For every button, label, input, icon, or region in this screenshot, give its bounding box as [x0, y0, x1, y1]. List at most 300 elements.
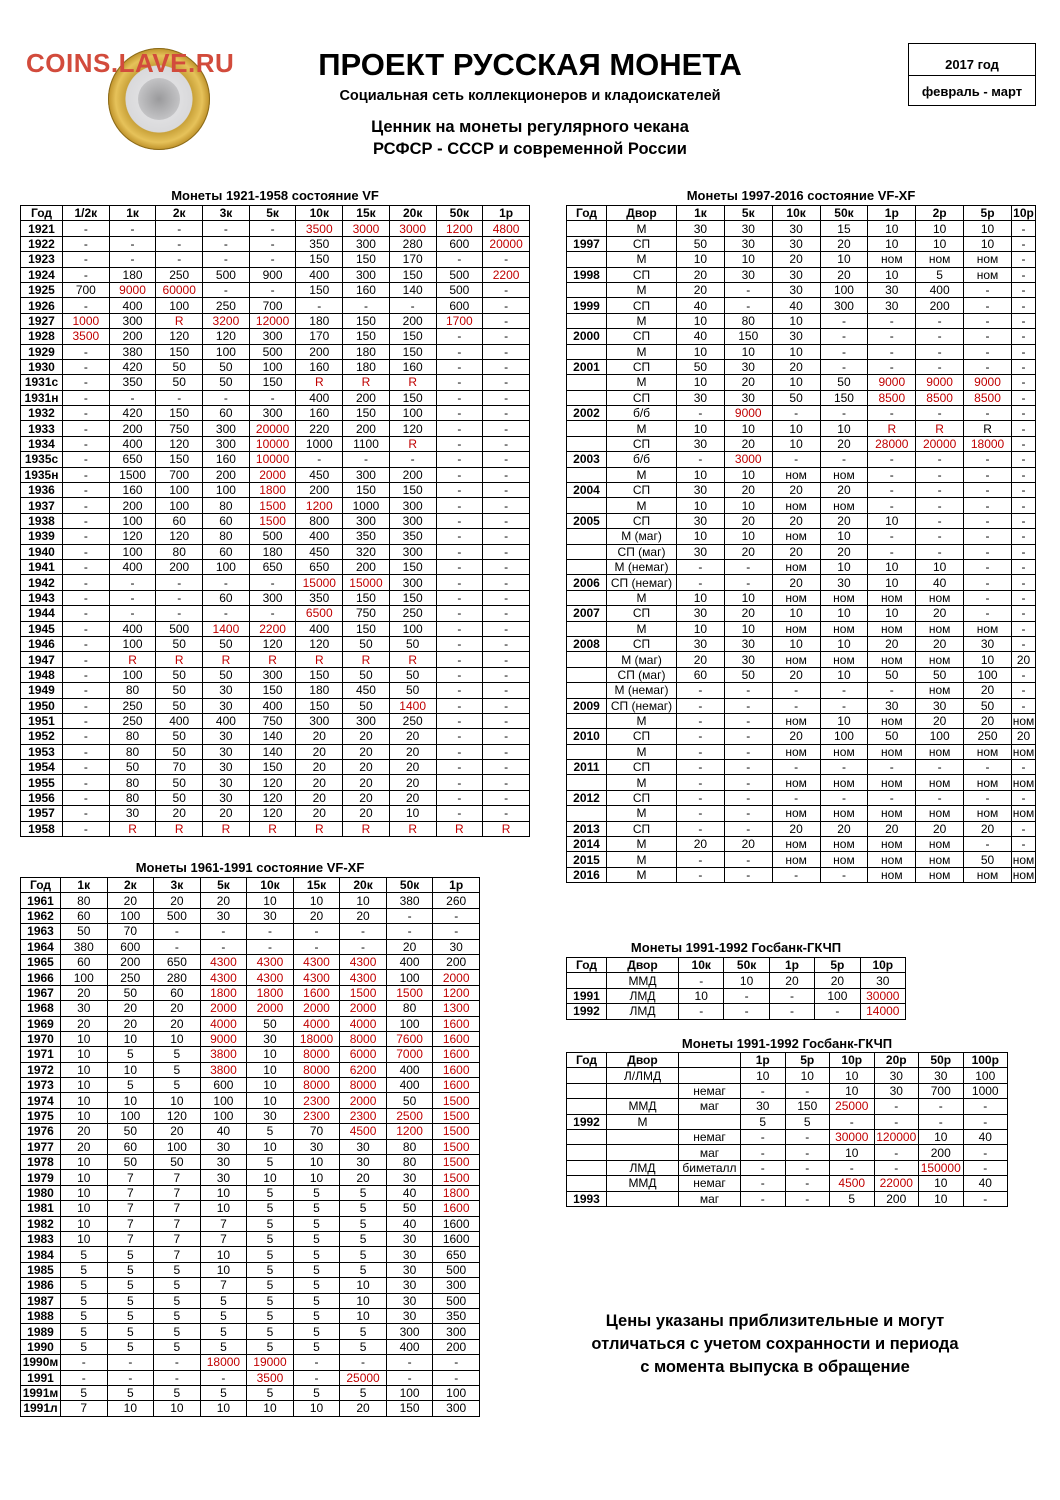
price-cell: - [433, 1370, 480, 1385]
table-row [21, 452, 530, 467]
year-cell: 2013 [567, 821, 607, 836]
year-cell: 1961 [21, 893, 61, 908]
price-cell: 10 [820, 667, 868, 682]
price-cell: 20 [772, 252, 820, 267]
price-cell: 8500 [916, 390, 964, 405]
price-cell: 160 [296, 406, 343, 421]
price-cell: R [109, 652, 156, 667]
price-cell: 10 [820, 606, 868, 621]
price-cell: R [916, 421, 964, 436]
price-cell: 200 [109, 498, 156, 513]
price-cell: М (немаг) [607, 559, 677, 574]
date-period: февраль - март [921, 84, 1023, 99]
price-cell: - [63, 559, 110, 574]
price-cell: 200 [433, 954, 480, 969]
price-cell: R [343, 821, 390, 836]
price-cell: 10 [868, 236, 916, 251]
table-row [567, 636, 1036, 651]
price-cell: 30 [724, 652, 772, 667]
table-row [567, 483, 1036, 498]
year-cell: 2000 [567, 329, 607, 344]
price-cell: 15000 [296, 575, 343, 590]
column-header: 5р [964, 206, 1012, 221]
year-cell: 2016 [567, 867, 607, 882]
year-cell: 1972 [21, 1062, 61, 1077]
price-cell: 20 [200, 893, 247, 908]
price-cell: 220 [296, 421, 343, 436]
price-cell: 400 [249, 698, 296, 713]
price-cell: 80 [156, 544, 203, 559]
price-cell: - [63, 713, 110, 728]
price-cell: 120 [156, 436, 203, 451]
year-cell [567, 252, 607, 267]
price-cell: ном [772, 559, 820, 574]
price-cell: СП [607, 267, 677, 282]
price-cell: - [61, 1355, 108, 1370]
table-row [21, 436, 530, 451]
price-cell: - [820, 790, 868, 805]
price-cell: 10 [677, 590, 725, 605]
year-cell: 1948 [21, 667, 63, 682]
price-cell: 200 [109, 329, 156, 344]
price-cell: - [1012, 298, 1036, 313]
price-cell: 180 [109, 267, 156, 282]
price-cell: М (маг) [607, 652, 677, 667]
price-cell: 20 [724, 483, 772, 498]
price-cell: 700 [63, 282, 110, 297]
price-cell: 5 [154, 1047, 201, 1062]
price-cell: - [916, 467, 964, 482]
price-cell: - [203, 252, 250, 267]
price-cell: 300 [343, 267, 390, 282]
price-cell: - [63, 621, 110, 636]
price-cell: ММД [607, 1176, 679, 1191]
table-row [567, 575, 1036, 590]
price-cell: - [436, 467, 483, 482]
price-cell: 20 [868, 636, 916, 651]
price-cell: - [63, 513, 110, 528]
price-cell: 1500 [249, 513, 296, 528]
price-cell: 650 [109, 452, 156, 467]
price-cell: 1600 [433, 1231, 480, 1246]
price-cell: 7600 [386, 1031, 433, 1046]
price-cell: ном [1012, 806, 1035, 821]
price-cell: 5 [107, 1247, 154, 1262]
price-cell [607, 1145, 679, 1160]
column-header: 1к [109, 206, 156, 221]
price-cell: - [919, 1099, 964, 1114]
price-cell: - [63, 683, 110, 698]
price-cell: 40 [963, 1129, 1008, 1144]
price-cell: 20 [340, 1401, 387, 1416]
price-cell: 5 [293, 1278, 340, 1293]
price-cell: 30 [340, 1155, 387, 1170]
price-cell: - [63, 744, 110, 759]
price-cell: 40 [386, 1185, 433, 1200]
price-cell: 20 [820, 483, 868, 498]
price-cell: 8000 [293, 1047, 340, 1062]
price-cell: 1000 [63, 313, 110, 328]
price-cell: 300 [389, 513, 436, 528]
table-row [21, 636, 530, 651]
price-cell: 10 [107, 1401, 154, 1416]
price-cell: - [436, 775, 483, 790]
price-cell: 3800 [200, 1047, 247, 1062]
price-cell: 20000 [249, 421, 296, 436]
price-cell: 10 [830, 1145, 875, 1160]
price-cell: 320 [343, 544, 390, 559]
price-cell: 20 [343, 790, 390, 805]
price-cell: R [343, 652, 390, 667]
price-cell: - [916, 452, 964, 467]
price-cell: 2500 [386, 1108, 433, 1123]
price-cell: 50 [109, 760, 156, 775]
price-cell: 5 [340, 1231, 387, 1246]
price-cell: 20 [820, 267, 868, 282]
price-cell: 30 [386, 1231, 433, 1246]
price-cell: - [741, 1160, 786, 1175]
price-cell: 3500 [63, 329, 110, 344]
caption-1991-1992-a: Монеты 1991-1992 Госбанк-ГКЧП [630, 940, 842, 955]
price-cell: М [607, 282, 677, 297]
table-row [567, 559, 1036, 574]
price-cell: - [785, 1160, 830, 1175]
column-header: 10к [679, 958, 724, 973]
year-cell: 1988 [21, 1308, 61, 1323]
price-cell: 30 [964, 636, 1012, 651]
price-cell: - [436, 744, 483, 759]
price-cell: 400 [296, 621, 343, 636]
price-cell: 700 [249, 298, 296, 313]
year-cell: 2009 [567, 698, 607, 713]
price-cell: - [63, 590, 110, 605]
table-row [21, 806, 530, 821]
table-row [567, 713, 1036, 728]
price-cell: 30 [61, 1001, 108, 1016]
price-cell: 400 [296, 390, 343, 405]
table-row [21, 467, 530, 482]
price-cell: - [200, 924, 247, 939]
year-cell: 1929 [21, 344, 63, 359]
table-row [21, 575, 530, 590]
price-cell: 10 [964, 221, 1012, 236]
price-cell: 60 [107, 1139, 154, 1154]
price-cell: 50 [203, 636, 250, 651]
price-cell: 2000 [200, 1001, 247, 1016]
price-cell: - [483, 252, 530, 267]
price-cell: М [607, 498, 677, 513]
price-cell: 420 [109, 359, 156, 374]
price-cell: 7 [107, 1201, 154, 1216]
table-row [567, 621, 1036, 636]
disclaimer-line-2: отличаться с учетом сохранности и периода [591, 1335, 959, 1353]
price-cell: СП [607, 483, 677, 498]
column-header: 1к [61, 878, 108, 893]
price-cell: - [1012, 667, 1036, 682]
year-cell: 1956 [21, 790, 63, 805]
table-header-row [567, 958, 906, 973]
price-cell: 4300 [293, 970, 340, 985]
price-cell: 5 [340, 1385, 387, 1400]
price-cell: 20 [724, 375, 772, 390]
price-cell: - [1012, 282, 1036, 297]
price-cell: - [964, 790, 1012, 805]
price-cell: - [386, 924, 433, 939]
price-cell: - [785, 1145, 830, 1160]
table-row [567, 1176, 1008, 1191]
table-row [21, 529, 530, 544]
price-cell: - [436, 452, 483, 467]
price-cell: 10 [830, 1083, 875, 1098]
price-cell: 80 [386, 1001, 433, 1016]
price-cell: 100 [200, 1108, 247, 1123]
caption-1991-1992-b: Монеты 1991-1992 Госбанк-ГКЧП [681, 1036, 893, 1051]
price-cell: 300 [389, 544, 436, 559]
date-year: 2017 год [909, 44, 1035, 76]
price-cell: 150 [724, 329, 772, 344]
year-cell: 1989 [21, 1324, 61, 1339]
price-cell: 5 [107, 1078, 154, 1093]
price-cell: 30 [386, 1170, 433, 1185]
price-cell: - [63, 375, 110, 390]
price-cell: - [61, 1370, 108, 1385]
year-cell [567, 375, 607, 390]
price-cell: - [436, 575, 483, 590]
year-cell: 1927 [21, 313, 63, 328]
price-cell: - [296, 298, 343, 313]
price-cell: - [1012, 590, 1036, 605]
year-cell: 1933 [21, 421, 63, 436]
price-cell: 5 [61, 1247, 108, 1262]
column-header: 10к [772, 206, 820, 221]
table-row [21, 498, 530, 513]
table-row [567, 1114, 1008, 1129]
price-cell: - [1012, 375, 1036, 390]
price-cell: - [820, 683, 868, 698]
price-cell: - [483, 406, 530, 421]
price-cell: 50 [156, 775, 203, 790]
table-row [21, 908, 480, 923]
price-cell: 5 [340, 1185, 387, 1200]
price-cell: 10 [724, 421, 772, 436]
price-cell: М [607, 313, 677, 328]
year-cell: 1974 [21, 1093, 61, 1108]
date-box [908, 43, 1036, 106]
price-cell: 30 [919, 1068, 964, 1083]
price-cell: 150 [343, 329, 390, 344]
price-cell: ном [1012, 714, 1035, 729]
price-cell: 10 [724, 467, 772, 482]
year-cell: 1943 [21, 590, 63, 605]
price-cell: 10 [741, 1068, 786, 1083]
table-row [21, 1031, 480, 1046]
price-cell: - [916, 790, 964, 805]
price-cell: ном [868, 867, 916, 882]
table-row [21, 236, 530, 251]
price-cell: 10 [724, 252, 772, 267]
price-cell: ном [772, 775, 820, 790]
table-row [21, 559, 530, 574]
price-cell: - [772, 698, 820, 713]
price-cell: 10 [772, 436, 820, 451]
price-cell: - [63, 406, 110, 421]
price-cell: 20 [340, 908, 387, 923]
price-cell: 1800 [433, 1185, 480, 1200]
price-cell: - [785, 1129, 830, 1144]
price-cell: 20 [61, 1016, 108, 1031]
price-cell: 10 [679, 988, 724, 1003]
price-cell: 500 [433, 1262, 480, 1277]
price-cell: - [820, 698, 868, 713]
price-cell: - [156, 390, 203, 405]
price-cell: ном [820, 744, 868, 759]
price-cell [607, 1191, 679, 1206]
column-header: 10р [830, 1053, 875, 1068]
site-watermark[interactable]: COINS.LAVE.RU [26, 48, 235, 78]
price-cell: 150 [296, 698, 343, 713]
table-row [567, 375, 1036, 390]
price-cell: 120 [249, 775, 296, 790]
price-cell: 100 [433, 1385, 480, 1400]
price-cell: - [677, 683, 725, 698]
price-cell: - [340, 1355, 387, 1370]
price-cell: 4500 [340, 1124, 387, 1139]
price-cell: биметалл [679, 1160, 741, 1175]
year-cell [567, 390, 607, 405]
price-cell: - [964, 529, 1012, 544]
price-cell: - [677, 452, 725, 467]
price-cell: 50 [156, 790, 203, 805]
price-cell: 50 [203, 359, 250, 374]
price-cell: М [607, 621, 677, 636]
price-cell: 7 [154, 1216, 201, 1231]
table-row [21, 1339, 480, 1354]
year-cell [567, 498, 607, 513]
price-cell: 50 [203, 375, 250, 390]
table-row [21, 1078, 480, 1093]
year-cell: 2003 [567, 452, 607, 467]
column-header [679, 1053, 741, 1068]
price-cell: СП [607, 236, 677, 251]
price-cell: - [156, 236, 203, 251]
price-cell: R [389, 652, 436, 667]
price-cell: 5 [247, 1201, 294, 1216]
price-cell: - [249, 236, 296, 251]
table-row [21, 713, 530, 728]
year-cell [567, 1083, 607, 1098]
year-cell: 1964 [21, 939, 61, 954]
price-cell: - [483, 760, 530, 775]
price-cell: 1100 [343, 436, 390, 451]
price-cell: 300 [433, 1324, 480, 1339]
price-cell: 100 [203, 559, 250, 574]
price-cell: R [296, 821, 343, 836]
price-cell: 10 [107, 1031, 154, 1046]
price-cell: 1500 [433, 1155, 480, 1170]
price-cell: - [156, 575, 203, 590]
price-table-1961-1991 [20, 877, 480, 1417]
price-cell: - [724, 790, 772, 805]
price-cell: 5 [293, 1308, 340, 1323]
price-cell: 1600 [433, 1216, 480, 1231]
price-cell: - [63, 436, 110, 451]
price-cell: М [607, 252, 677, 267]
price-cell: - [868, 344, 916, 359]
price-cell: - [63, 498, 110, 513]
price-cell: 3200 [203, 313, 250, 328]
price-cell: 150 [343, 406, 390, 421]
column-header: Двор [607, 206, 677, 221]
price-cell: - [724, 698, 772, 713]
price-cell: 8000 [340, 1078, 387, 1093]
column-header: 5р [815, 958, 860, 973]
price-cell: 380 [109, 344, 156, 359]
price-cell: 50 [156, 359, 203, 374]
year-cell [567, 467, 607, 482]
price-cell: 30 [677, 221, 725, 236]
price-cell: - [63, 529, 110, 544]
column-header: 100р [963, 1053, 1008, 1068]
price-cell: СП [607, 729, 677, 744]
price-cell: 80 [109, 790, 156, 805]
price-cell: - [785, 1191, 830, 1206]
price-cell: 20 [296, 790, 343, 805]
price-cell: 140 [249, 729, 296, 744]
year-cell: 1924 [21, 267, 63, 282]
price-cell: 120 [249, 806, 296, 821]
price-cell: 10 [772, 421, 820, 436]
column-header: Двор [607, 1053, 679, 1068]
price-cell: ном [916, 744, 964, 759]
price-cell: 650 [433, 1247, 480, 1262]
price-cell: - [436, 652, 483, 667]
price-cell: 80 [61, 893, 108, 908]
price-cell: - [677, 852, 725, 867]
price-cell: 400 [916, 282, 964, 297]
price-cell: 400 [156, 713, 203, 728]
price-cell: 5 [154, 1339, 201, 1354]
price-cell: 50 [156, 729, 203, 744]
price-cell: 30 [203, 683, 250, 698]
price-cell: 5 [107, 1278, 154, 1293]
price-cell: 300 [343, 513, 390, 528]
price-cell: - [63, 236, 110, 251]
price-cell: 8000 [293, 1078, 340, 1093]
year-cell [567, 744, 607, 759]
price-cell: - [724, 729, 772, 744]
price-cell: 7 [200, 1216, 247, 1231]
table-row [21, 775, 530, 790]
price-cell: 160 [109, 483, 156, 498]
price-cell: 50 [820, 375, 868, 390]
price-cell: 150 [343, 252, 390, 267]
table-row [21, 1201, 480, 1216]
year-cell [567, 313, 607, 328]
price-cell: 200 [107, 954, 154, 969]
year-cell [567, 421, 607, 436]
price-cell: 10 [964, 652, 1012, 667]
price-cell: 20 [1012, 652, 1036, 667]
table-row [21, 590, 530, 605]
price-cell: 5 [61, 1339, 108, 1354]
price-cell: - [769, 1004, 814, 1019]
price-cell: - [964, 359, 1012, 374]
price-cell: - [436, 390, 483, 405]
price-cell: 28000 [868, 436, 916, 451]
table-row [21, 1324, 480, 1339]
price-cell: 2000 [340, 1093, 387, 1108]
price-cell: 5 [293, 1247, 340, 1262]
